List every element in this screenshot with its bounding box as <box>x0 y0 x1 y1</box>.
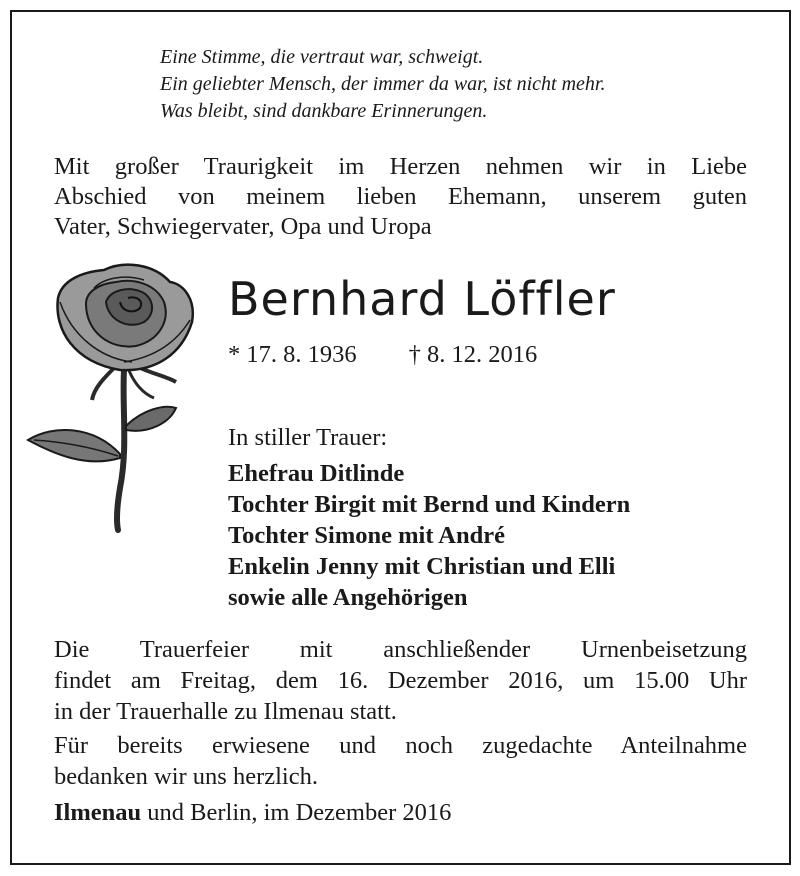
mourner-line: Ehefrau Ditlinde <box>228 460 405 487</box>
mourning-label: In stiller Trauer: <box>228 424 388 451</box>
thanks-line: bedanken wir uns herzlich. <box>54 763 318 790</box>
funeral-line: in der Trauerhalle zu Ilmenau statt. <box>54 698 397 725</box>
poem-line: Eine Stimme, die vertraut war, schweigt. <box>160 46 484 68</box>
funeral-line: findet am Freitag, dem 16. Dezember 2016, um 15.00 Uhr <box>54 667 747 694</box>
poem <box>160 44 606 125</box>
intro-line: Mit großer Traurigkeit im Herzen nehmen wir in Liebe <box>54 153 747 180</box>
rose-icon <box>24 258 214 536</box>
intro-text <box>54 152 747 242</box>
life-dates <box>228 341 537 369</box>
funeral-line: Die Trauerfeier mit anschließender Urnenbeisetzung <box>54 636 747 663</box>
mourner-line: Enkelin Jenny mit Christian und Elli <box>228 553 616 580</box>
mourners-list <box>228 458 630 613</box>
intro-line: Abschied von meinem lieben Ehemann, unserem guten <box>54 183 747 210</box>
mourner-line: sowie alle Angehörigen <box>228 584 468 611</box>
deceased-name: Bernhard Löffler <box>228 272 616 326</box>
birth-date: * 17. 8. 1936 <box>228 341 357 368</box>
poem-line: Was bleibt, sind dankbare Erinnerungen. <box>160 100 488 122</box>
closing-place: Ilmenau <box>54 799 142 826</box>
death-date: † 8. 12. 2016 <box>408 341 538 368</box>
thanks-text <box>54 730 747 792</box>
poem-line: Ein geliebter Mensch, der immer da war, ist nicht mehr. <box>160 73 606 95</box>
closing-rest: und Berlin, im Dezember 2016 <box>141 799 452 826</box>
funeral-info <box>54 634 747 727</box>
thanks-line: Für bereits erwiesene und noch zugedachte Anteilnahme <box>54 732 747 759</box>
mourner-line: Tochter Simone mit André <box>228 522 505 549</box>
intro-line: Vater, Schwiegervater, Opa und Uropa <box>54 213 432 240</box>
closing-line <box>54 797 747 828</box>
mourner-line: Tochter Birgit mit Bernd und Kindern <box>228 491 631 518</box>
